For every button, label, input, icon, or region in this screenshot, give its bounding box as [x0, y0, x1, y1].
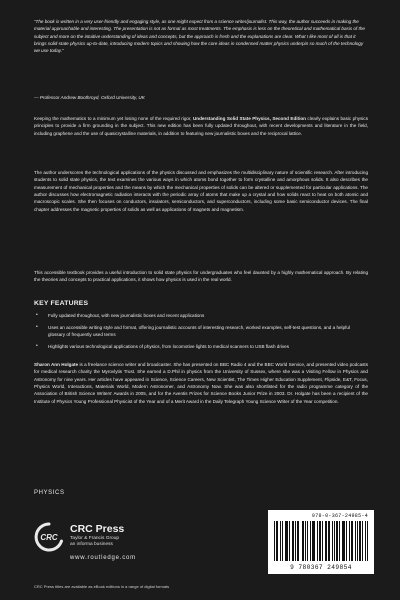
author-bio-text: is a freelance science writer and broadcaster. She has presented on BBC Radio 4 and the BBC World Service, and presented video podcasts for medical research charity the Myrovlytis Trust. She earned a D.Phil in physics from the University of Sussex, where she was a Visiting Fellow in Physics and Astronomy for nine years. Her articles have appeared in Science, Science Careers, New Scientist, The Times Higher Education Supplement, Flipside, E&T, Focus, Physics World, Interactions, Materials World, Modern Astronomer, and Astronomy Now. She was also shortlisted for the radio programme category of the Association of British Science Writers' Awards in 2005, and for the Aventis Prizes for Science Books Junior Prize in 2003. Dr. Holgate has been a recipient of the Institute of Physics Young Professional Physicist of the Year and of a Merit Award in the Daily Telegraph Young Science Writer of the Year competition.	[34, 362, 368, 404]
isbn-barcode	[268, 510, 374, 574]
key-feature-text: Highlights various technological applications of physics, from locomotive lights to medical scanners to USB flash drives	[48, 343, 290, 349]
ebook-footnote: CRC Press titles are available as eBook editions in a range of digital formats	[34, 584, 170, 589]
key-feature-item	[34, 343, 368, 350]
author-bio	[34, 361, 368, 405]
bullet-icon: •	[36, 342, 38, 349]
crc-logo-icon	[34, 522, 64, 552]
book-title: Understanding Solid State Physics, Second Edition	[192, 116, 306, 121]
ean-number: 9 780367 249854	[290, 564, 352, 571]
description-paragraph-2: The author underscores the technological applications of the physics discussed and emphasizes the multidisciplinary nature of scientific research. After introducing students to solid state physics, the text examines the various ways in which atoms bond together to form crystalline and amorphous solids. It also describes the measurement of mechanical properties and the means by which the mechanical properties of solids can be altered or supplemented for particular applications. The author discusses how electromagnetic radiation interacts with the periodic array of atoms that make up a crystal and how solids react to heat on both atomic and macroscopic scales. She then focuses on conductors, insulators, semiconductors, and superconductors, including some basic semiconductor devices. The final chapter addresses the magnetic properties of solids as well as applications of magnets and magnetism.	[34, 170, 368, 212]
key-features-list	[34, 312, 368, 355]
para1-lead: Keeping the mathematics to a minimum yet losing none of the required rigor,	[34, 116, 193, 121]
publisher-name: CRC Press	[70, 523, 125, 535]
key-feature-text: Uses an accessible writing style and format, offering journalistic accounts of interesting research, worked examples, self-test questions, and a helpful glossary of frequently used terms	[48, 324, 350, 338]
review-quote: “The book is written in a very user-friendly and engaging style, as one might expect from a science writer/journalist. This way, the author succeeds in making the material approachable and interesting. The presentation is not as formal as most treatments. The emphasis is less on the theoretical and mathematical basis of the subject and more on the intuitive understanding of ideas and concepts, but the approach is fresh and the explanations are clear. What I like most of all is that it brings solid-state physics up-to-date, introducing modern topics and showing how the core ideas in condensed matter physics underpin so much of the technology we use today.”	[34, 19, 365, 54]
bullet-icon: •	[36, 323, 38, 330]
description-paragraph-1	[34, 115, 368, 137]
key-feature-item	[34, 312, 368, 319]
para1-rest: clearly explains basic physics principles to provide a firm grounding in the subject. This new edition has been fully updated throughout, with recent developments and literature in the field, including graphene and the use of quasicrystalline materials, in addition to featuring new journalistic boxes and the reciprocal lattice.	[34, 116, 368, 136]
publisher-website: www.routledge.com	[70, 555, 136, 561]
description-paragraph-3: This accessible textbook provides a useful introduction to solid state physics for undergraduates who feel daunted by a highly mathematical approach. By relating the theories and concepts to practical applications, it shows how physics is used in the real world.	[34, 270, 368, 283]
author-name: Sharon Ann Holgate	[34, 362, 79, 367]
publisher-group: Taylor & Francis Group	[70, 536, 120, 541]
key-feature-text: Fully updated throughout, with new journalistic boxes and recent applications	[48, 313, 205, 318]
publisher-logo	[34, 522, 184, 566]
barcode-icon	[274, 521, 368, 561]
isbn-number: 978-0-367-24985-4	[311, 513, 368, 519]
quote-attribution: — Professor Andrew Boothroyd, Oxford University, UK	[34, 95, 145, 100]
subject-category: PHYSICS	[34, 490, 65, 496]
crc-logo-letters: CRC	[40, 533, 58, 542]
publisher-tagline: an informa business	[70, 542, 113, 547]
bullet-icon: •	[36, 312, 38, 318]
key-features-heading: KEY FEATURES	[34, 300, 89, 307]
key-feature-item	[34, 324, 368, 339]
